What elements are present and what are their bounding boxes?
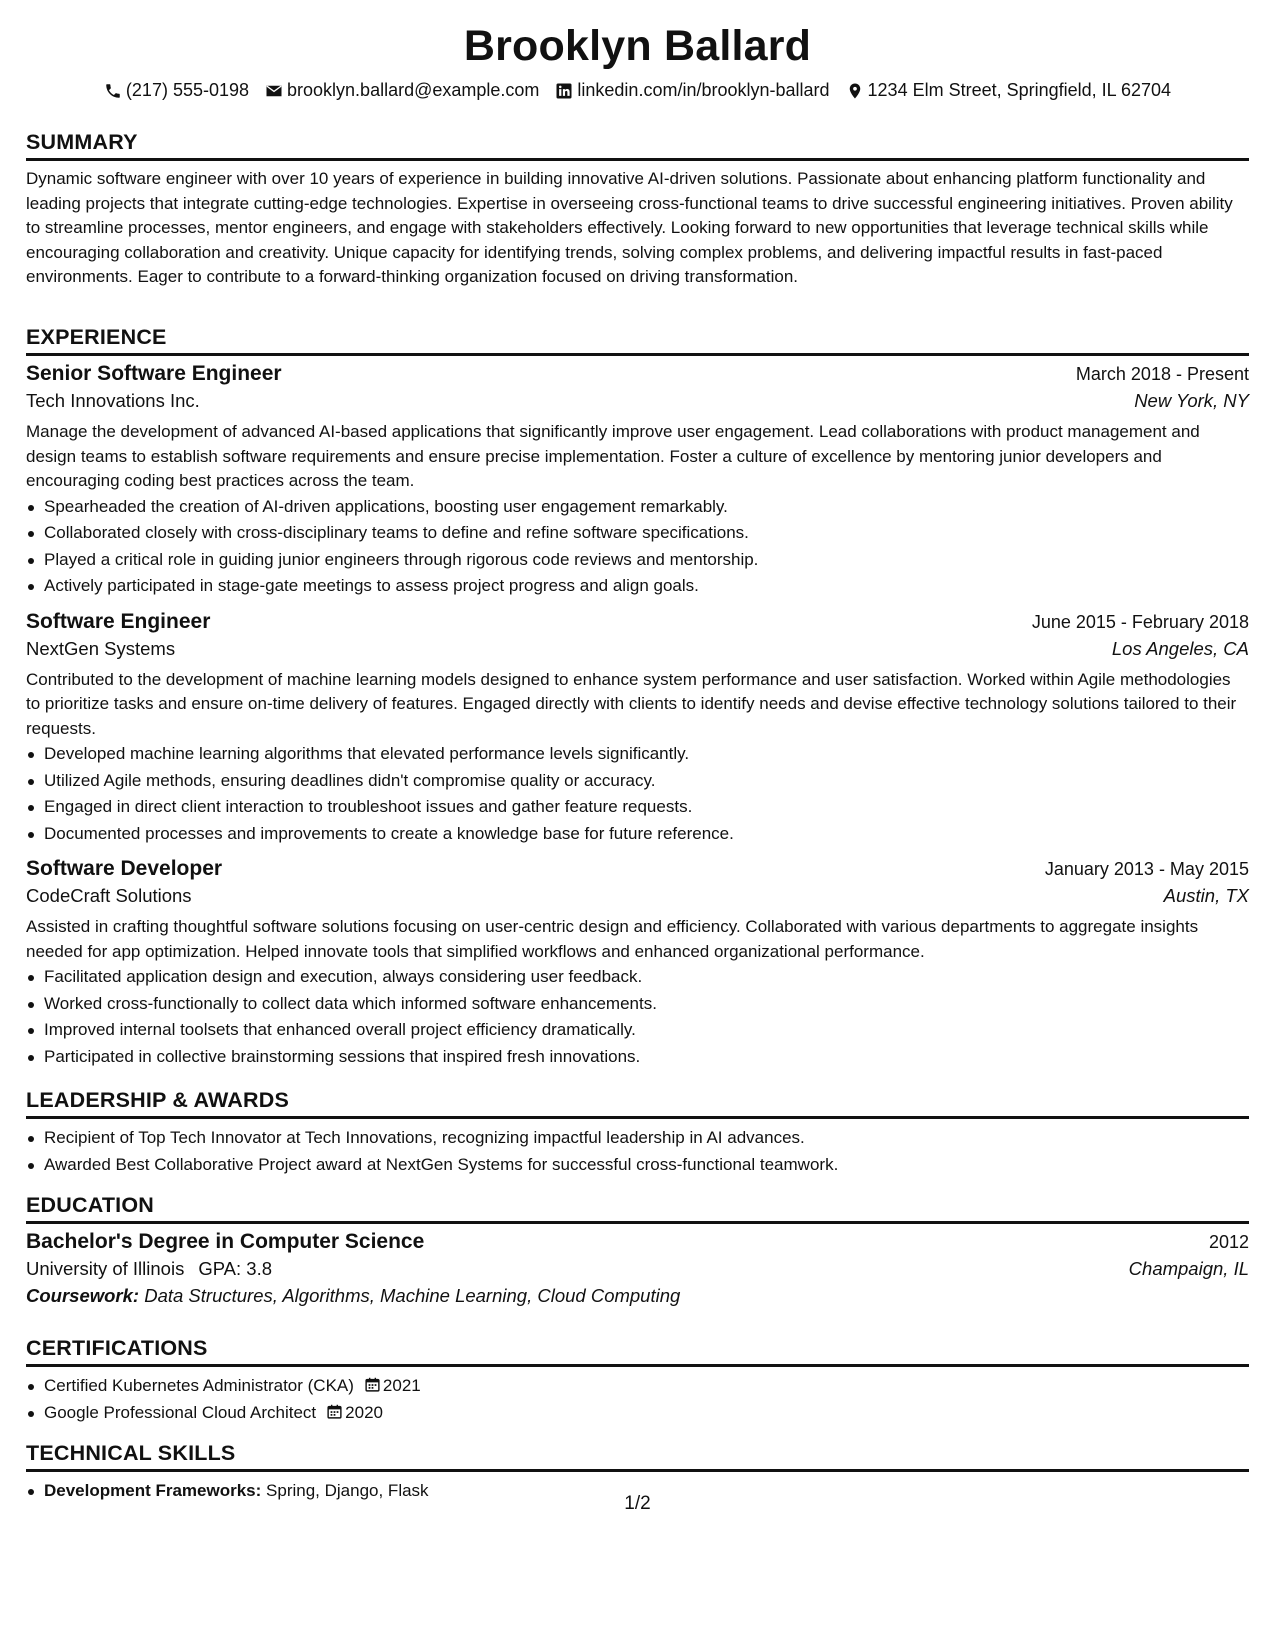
section-title-skills: TECHNICAL SKILLS (26, 1441, 1249, 1472)
section-title-leadership: LEADERSHIP & AWARDS (26, 1088, 1249, 1119)
list-item: Utilized Agile methods, ensuring deadlines didn't compromise quality or accuracy. (26, 768, 1249, 795)
contact-email[interactable] (265, 80, 539, 101)
section-title-education: EDUCATION (26, 1193, 1249, 1224)
section-title-summary: SUMMARY (26, 130, 1249, 161)
job-entry (26, 362, 1249, 600)
job-bullets (26, 494, 1249, 600)
list-item: Documented processes and improvements to create a knowledge base for future reference. (26, 821, 1249, 848)
job-location: New York, NY (1134, 390, 1249, 411)
list-item: Actively participated in stage-gate meetings to assess project progress and align goals. (26, 573, 1249, 600)
certification-year: 2020 (345, 1402, 383, 1422)
job-title: Software Developer (26, 857, 223, 880)
job-company: Tech Innovations Inc. (26, 390, 200, 411)
list-item: Participated in collective brainstorming sessions that inspired fresh innovations. (26, 1044, 1249, 1071)
job-bullets (26, 741, 1249, 847)
linkedin-icon (555, 82, 573, 100)
phone-text: (217) 555-0198 (125, 80, 250, 100)
list-item: Spearheaded the creation of AI-driven applications, boosting user engagement remarkably. (26, 494, 1249, 521)
leadership-bullets (26, 1125, 1249, 1178)
job-company: CodeCraft Solutions (26, 885, 192, 906)
map-pin-icon (846, 82, 864, 100)
section-title-certifications: CERTIFICATIONS (26, 1336, 1249, 1367)
job-description: Assisted in crafting thoughtful software solutions focusing on user-centric design and efficiency. Collaborated with various departments to aggregate insights needed for app optimization. Helped innovate tools that simplified workflows and enhanced organizational performance. (26, 917, 1199, 961)
contact-address (846, 80, 1172, 101)
list-item: Collaborated closely with cross-disciplinary teams to define and refine software specifications. (26, 520, 1249, 547)
linkedin-text[interactable]: linkedin.com/in/brooklyn-ballard (577, 80, 830, 100)
calendar-icon (364, 1376, 381, 1393)
experience-section (26, 325, 1249, 1080)
candidate-name: Brooklyn Ballard (463, 22, 812, 70)
list-item: Played a critical role in guiding junior engineers through rigorous code reviews and mentorship. (26, 547, 1249, 574)
coursework (26, 1285, 1249, 1307)
summary-text: Dynamic software engineer with over 10 years of experience in building innovative AI-driven solutions. Passionate about enhancing platform functionality and leading projects that integrate cutting-edge technologies. Expertise in overseeing cross-functional teams to drive successful engineering initiatives. Proven ability to streamline processes, mentor engineers, and engage with stakeholders effectively. Looking forward to new opportunities that leverage technical skills while encouraging collaboration and creativity. Unique capacity for identifying trends, solving complex problems, and delivering impactful results in fast-paced environments. Eager to contribute to a forward-thinking organization focused on driving transformation. (26, 169, 1233, 286)
list-item (26, 1400, 1249, 1427)
list-item: Facilitated application design and execution, always considering user feedback. (26, 964, 1249, 991)
coursework-text: Data Structures, Algorithms, Machine Learning, Cloud Computing (144, 1285, 681, 1306)
phone-icon (104, 82, 122, 100)
job-date: June 2015 - February 2018 (1031, 611, 1249, 632)
summary-section (26, 130, 1249, 290)
education-location: Champaign, IL (1128, 1258, 1249, 1279)
job-entry (26, 610, 1249, 848)
calendar-icon (326, 1403, 343, 1420)
skill-value: Spring, Django, Flask (266, 1481, 429, 1500)
leadership-section (26, 1088, 1249, 1178)
job-title: Senior Software Engineer (26, 362, 282, 385)
page-number: 1/2 (624, 1493, 651, 1514)
job-location: Los Angeles, CA (1111, 637, 1249, 659)
certification-list (26, 1373, 1249, 1426)
list-item: Worked cross-functionally to collect data which informed software enhancements. (26, 991, 1249, 1018)
list-item: Engaged in direct client interaction to troubleshoot issues and gather feature requests. (26, 794, 1249, 821)
certification-year: 2021 (382, 1376, 421, 1395)
job-date: January 2013 - May 2015 (1044, 859, 1249, 879)
degree-title: Bachelor's Degree in Computer Science (26, 1230, 425, 1253)
address-text: 1234 Elm Street, Springfield, IL 62704 (867, 80, 1172, 100)
email-text[interactable]: brooklyn.ballard@example.com (287, 80, 540, 100)
contact-bar (0, 80, 1275, 101)
school-name: University of Illinois (26, 1258, 185, 1279)
coursework-label: Coursework: (26, 1285, 140, 1306)
list-item: Developed machine learning algorithms that elevated performance levels significantly. (26, 741, 1249, 768)
certifications-section (26, 1336, 1249, 1426)
contact-phone (104, 80, 249, 101)
education-year: 2012 (1208, 1232, 1249, 1252)
list-item: Awarded Best Collaborative Project award at NextGen Systems for successful cross-functional teamwork. (26, 1152, 1249, 1179)
education-section (26, 1193, 1249, 1307)
job-location: Austin, TX (1163, 885, 1249, 906)
job-description: Manage the development of advanced AI-based applications that significantly improve user engagement. Lead collaborations with product management and design teams to establish software requirements and ensure precise implementation. Foster a culture of excellence by mentoring junior developers and encouraging coding best practices across the team. (26, 422, 1200, 490)
job-entry (26, 857, 1249, 1070)
section-title-experience: EXPERIENCE (26, 325, 1249, 356)
envelope-icon (265, 82, 283, 100)
skill-label: Development Frameworks: (44, 1481, 262, 1500)
list-item (26, 1373, 1249, 1400)
list-item: Improved internal toolsets that enhanced overall project efficiency dramatically. (26, 1017, 1249, 1044)
certification-name: Google Professional Cloud Architect (44, 1402, 317, 1422)
certification-name: Certified Kubernetes Administrator (CKA) (44, 1376, 354, 1395)
contact-linkedin[interactable] (555, 80, 829, 101)
job-company: NextGen Systems (26, 637, 176, 659)
job-title: Software Engineer (26, 609, 211, 633)
job-description: Contributed to the development of machine learning models designed to enhance system performance and user satisfaction. Worked within Agile methodologies to prioritize tasks and ensure on-time delivery of features. Engaged directly with clients to identify needs and devise effective technology solutions tailored to their requests. (26, 669, 1237, 738)
list-item: Recipient of Top Tech Innovator at Tech Innovations, recognizing impactful leadership in AI advances. (26, 1125, 1249, 1152)
job-bullets (26, 964, 1249, 1070)
job-date: March 2018 - Present (1075, 364, 1249, 384)
gpa-text: GPA: 3.8 (198, 1258, 273, 1279)
